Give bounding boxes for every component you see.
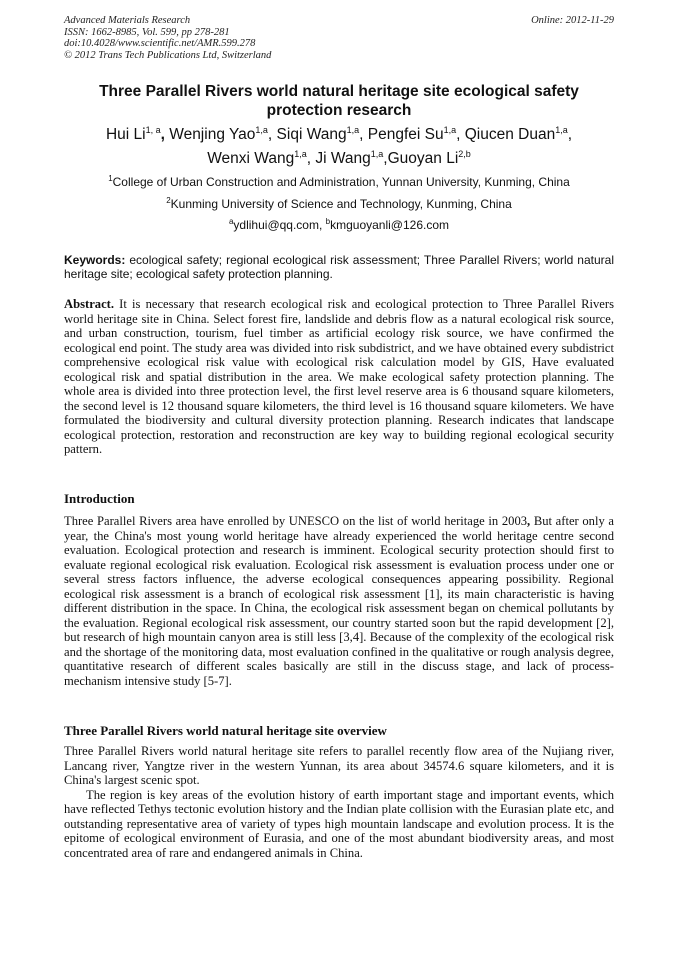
author-5: Qiucen Duan$^{1,a}$, [464, 125, 573, 143]
author-8: Guoyan Li$^{2,b}$ [387, 149, 471, 167]
affiliation-2: $^2$Kunming University of Science and Technology, Kunming, China [166, 196, 512, 211]
keywords-label: Keywords: [64, 253, 126, 267]
introduction-heading: Introduction [64, 491, 135, 506]
author-2: Wenjing Yao$^{1,a}$, [169, 125, 277, 143]
email-b[interactable]: kmguoyanli@126.com [330, 218, 450, 232]
author-7: Ji Wang$^{1,a}$, [315, 149, 388, 167]
online-date: Online: 2012-11-29 [531, 15, 614, 26]
keywords-text: ecological safety; regional ecological risk assessment; Three Parallel Rivers; world natural heritage site; ecological safety protection planning. [64, 253, 614, 281]
introduction-body: Three Parallel Rivers area have enrolled by UNESCO on the list of world heritage in 2003, But after only a year, the China's most young world heritage have already experienced the world heritage centre second evaluation. Ecological protection and research is imminent. Ecological security protection should first to evaluate regional ecological risk evaluation. Ecological risk assessment is evaluation process under one or several stress factors influence, the adverse ecological consequences appearing possibility. Regional ecological risk assessment is a branch of ecological risk assessment [1], its main characteristic is having different distribution in the space. In China, the ecological risk assessment began on chemical pollutants by the evaluation. Regional ecological risk assessment, our country started soon but the rapid development [2], but research of high mountain canyon area is still less [3,4]. Because of the complexity of the ecological risk and the shortage of the monitoring data, most evaluation confined in the qualitative or rough analysis degree, quantitative research of different scales basically are still in the discuss stage, and lack of process-mechanism intensive study [5-7]. [64, 514, 614, 688]
overview-paragraph-2: The region is key areas of the evolution history of earth important stage and important events, which have reflected Tethys tectonic evolution history and the Indian plate collision with the Eurasian plate etc, and outstanding representative area of variety of types high mountain landscape and evolution process. It is the epitome of ecological environment of Eurasia, and one of the most abundant biodiversity areas, and most concentrated area of rare and endangered animals in China. [64, 787, 614, 860]
author-4: Pengfei Su$^{1,a}$, [367, 125, 465, 143]
overview-paragraph-1: Three Parallel Rivers world natural heritage site refers to parallel recently flow area of the Nujiang river, Lancang river, Yangtze river in the western Yunnan, its area about 34574.6 square kilometers, and it is China's largest scenic spot. [64, 744, 614, 787]
author-emails: $^a$ydlihui@qq.com, $^b$kmguoyanli@126.com [228, 217, 450, 232]
journal-header [64, 15, 614, 61]
abstract-section [64, 297, 614, 457]
paper-title: Three Parallel Rivers world natural heritage site ecological safety protection research [99, 83, 579, 119]
overview-body [64, 744, 614, 860]
doi-line[interactable]: doi:10.4028/www.scientific.net/AMR.599.278 [64, 38, 256, 49]
email-a[interactable]: ydlihui@qq.com, [233, 218, 326, 232]
abstract-label: Abstract. [64, 297, 115, 311]
abstract-text: It is necessary that research ecological risk and ecological protection to Three Parallel Rivers world heritage site in China. Select forest fire, landslide and debris flow as a natural ecological risk source, and urban construction, tourism, fuel timber as artificial ecology risk source, we have confirmed the ecological end point. The study area was divided into risk subdistrict, and we have obtained every subdistrict comprehensive ecological risk value with ecological risk calculation model by GIS, Have evaluated ecological risk and spatial distribution in the area. We make ecological safety protection planning. The whole area is divided into three protection level, the first level reserve area is 6 thousand square kilometers, the second level is 12 thousand square kilometers, the third level is 16 thousand square kilometers. We have formulated the biodiversity and cultural diversity protection planning. Research indicates that landscape ecological protection, restoration and reconstruction are key way to building regional ecological security pattern. [64, 297, 614, 456]
journal-name: Advanced Materials Research [64, 15, 191, 26]
author-6: Wenxi Wang$^{1,a}$, [207, 149, 316, 167]
keywords-section [64, 253, 614, 281]
copyright-line: © 2012 Trans Tech Publications Ltd, Switzerland [64, 49, 272, 61]
issn-line: ISSN: 1662-8985, Vol. 599, pp 278-281 [64, 26, 230, 38]
author-list [64, 123, 614, 171]
author-3: Siqi Wang$^{1,a}$, [276, 125, 368, 143]
author-1: Hui Li$^{1, a}$, [105, 125, 170, 143]
overview-heading: Three Parallel Rivers world natural heritage site overview [64, 723, 387, 738]
affiliation-1: $^1$College of Urban Construction and Administration, Yunnan University, Kunming, China [108, 174, 570, 189]
